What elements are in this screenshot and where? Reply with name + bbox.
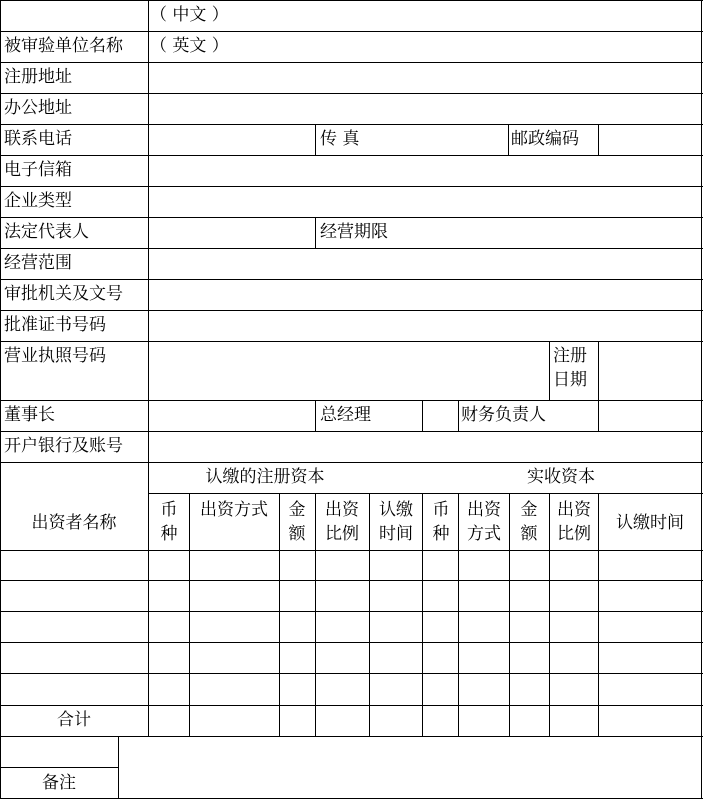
name-en-label: （ 英文 ） xyxy=(150,36,229,56)
table-rule xyxy=(315,124,316,155)
legal-rep-label: 法定代表人 xyxy=(4,222,89,242)
table-rule xyxy=(0,798,703,799)
subscribed-capital-header: 认缴的注册资本 xyxy=(205,467,325,487)
table-rule xyxy=(189,493,190,736)
table-rule xyxy=(598,400,599,431)
sub-time-header-2: 时间 xyxy=(379,524,413,544)
reg-date-label-1: 注册 xyxy=(553,346,587,366)
license-no-label: 营业执照号码 xyxy=(4,346,106,366)
approval-cert-label: 批准证书号码 xyxy=(4,315,106,335)
paid-ratio-header-2: 比例 xyxy=(557,524,591,544)
table-rule xyxy=(549,493,550,736)
table-rule xyxy=(0,155,703,156)
chairman-label: 董事长 xyxy=(4,405,55,425)
table-rule xyxy=(279,493,280,736)
reg-date-label-2: 日期 xyxy=(553,370,587,390)
paid-amount-header-1: 金 xyxy=(520,500,538,520)
table-rule xyxy=(701,0,702,799)
bank-account-label: 开户银行及账号 xyxy=(4,436,123,456)
paid-currency-header-1: 币 xyxy=(432,500,450,520)
table-rule xyxy=(598,124,599,155)
method-header: 出资方式 xyxy=(200,500,268,520)
table-rule xyxy=(315,400,316,431)
enterprise-type-label: 企业类型 xyxy=(4,191,72,211)
amount-header-1: 金 xyxy=(288,500,306,520)
reg-address-label: 注册地址 xyxy=(4,67,72,87)
paid-ratio-header-1: 出资 xyxy=(557,500,591,520)
table-rule xyxy=(0,217,703,218)
paid-capital-header: 实收资本 xyxy=(527,467,595,487)
approval-authority-label: 审批机关及文号 xyxy=(4,284,123,304)
investor-name-header: 出资者名称 xyxy=(31,513,117,533)
table-rule xyxy=(0,186,703,187)
table-rule xyxy=(0,62,703,63)
table-rule xyxy=(149,493,703,494)
table-rule xyxy=(0,248,703,249)
table-rule xyxy=(0,0,703,1)
table-rule xyxy=(0,93,703,94)
table-rule xyxy=(508,124,509,155)
name-label: 被审验单位名称 xyxy=(4,36,123,56)
finance-head-label: 财务负责人 xyxy=(461,405,546,425)
paid-method-header-1: 出资 xyxy=(467,500,501,520)
currency-header-2: 种 xyxy=(160,524,178,544)
phone-label: 联系电话 xyxy=(4,129,72,149)
business-term-label: 经营期限 xyxy=(320,222,388,242)
business-scope-label: 经营范围 xyxy=(4,253,72,273)
table-rule xyxy=(458,493,459,736)
table-rule xyxy=(549,341,550,400)
table-rule xyxy=(0,431,703,432)
table-rule xyxy=(458,400,459,431)
table-rule xyxy=(0,0,1,799)
table-rule xyxy=(148,0,149,736)
paid-time-header: 认缴时间 xyxy=(616,513,684,533)
office-address-label: 办公地址 xyxy=(4,98,72,118)
table-rule xyxy=(0,767,119,768)
remarks-label: 备注 xyxy=(42,773,76,793)
ratio-header-2: 比例 xyxy=(325,524,359,544)
table-rule xyxy=(422,400,423,431)
paid-amount-header-2: 额 xyxy=(520,524,538,544)
email-label: 电子信箱 xyxy=(4,160,72,180)
table-rule xyxy=(422,493,423,736)
table-rule xyxy=(509,493,510,736)
name-cn-label: （ 中文 ） xyxy=(150,5,229,25)
table-rule xyxy=(315,493,316,736)
sub-time-header-1: 认缴 xyxy=(379,500,413,520)
table-rule xyxy=(0,462,703,463)
table-rule xyxy=(598,493,599,736)
postcode-label: 邮政编码 xyxy=(511,129,579,149)
fax-label: 传 真 xyxy=(320,129,360,149)
table-rule xyxy=(0,736,703,737)
amount-header-2: 额 xyxy=(288,524,306,544)
table-rule xyxy=(598,341,599,400)
table-rule xyxy=(118,736,119,799)
currency-header-1: 币 xyxy=(160,500,178,520)
ratio-header-1: 出资 xyxy=(325,500,359,520)
general-manager-label: 总经理 xyxy=(320,405,371,425)
table-rule xyxy=(0,31,703,32)
total-label: 合计 xyxy=(57,710,91,730)
paid-currency-header-2: 种 xyxy=(432,524,450,544)
table-rule xyxy=(0,310,703,311)
table-rule xyxy=(0,279,703,280)
table-rule xyxy=(369,493,370,736)
paid-method-header-2: 方式 xyxy=(467,524,501,544)
table-rule xyxy=(315,217,316,248)
